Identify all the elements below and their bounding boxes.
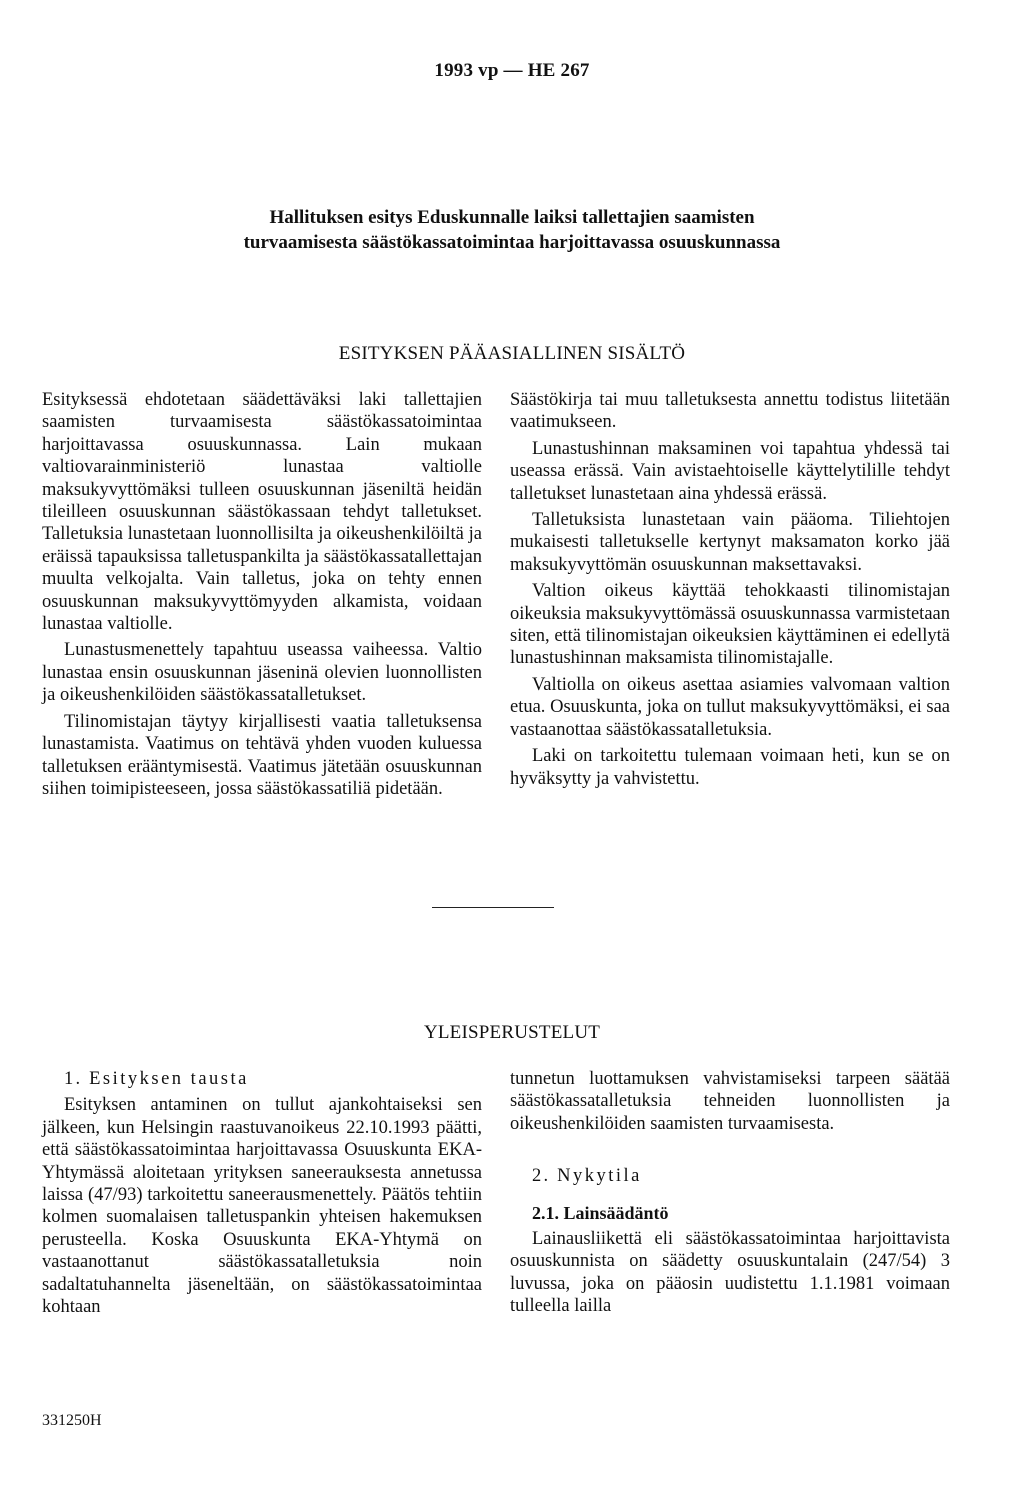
summary-paragraph: Esityksessä ehdotetaan säädettäväksi laki tallettajien saamisten turvaamisesta säästökassatoimintaa harjoittavassa osuuskunnassa. Lain mukaan valtiovarainministeriö lunastaa valtiolle maksukyvyttömäksi tulleen osuuskunnan jäseniltä heidän tileilleen osuuskunnan säästökassaan tehdyt talletukset. Talletuksia lunastetaan luonnollisilta ja oikeushenkilöiltä ja eräissä tapauksissa talletuspankilta ja säästökassatallettajan muulta velkojalta. Vain talletus, joka on tehty ennen osuuskunnan maksukyvyttömyyden alkamista, voidaan lunastaa valtiolle. xyxy=(42,390,482,635)
section-2-1-text: Lainausliikettä eli säästökassatoimintaa harjoittavista osuuskunnista on säädetty osuuskuntalain (247/54) 3 luvussa, joka on pääosin uudistettu 1.1.1981 voimaan tulleella lailla xyxy=(510,1229,950,1317)
section-1-number: 1. xyxy=(64,1069,83,1089)
section-1-title: Esityksen tausta xyxy=(89,1069,249,1089)
yleisperustelut-heading: YLEISPERUSTELUT xyxy=(423,1022,601,1043)
summary-paragraph: Tilinomistajan täytyy kirjallisesti vaatia talletuksensa lunastamista. Vaatimus on tehtävä yhden vuoden kuluessa talletuksen erääntymisestä. Vaatimus jätetään osuuskunnan siihen toimipisteeseen, jossa säästökassatiliä pidetään. xyxy=(42,711,482,799)
section-1-text: Esityksen antaminen on tullut ajankohtaiseksi sen jälkeen, kun Helsingin raastuvanoikeus 22.10.1993 päätti, että säästökassatoimintaa harjoittavassa Osuuskunta EKA-Yhtymässä aloitetaan yrityksen saneerauksesta annetussa laissa (47/93) tarkoitettu saneerausmenettely. Päätös tehtiin kolmen suomalaisen talletuspankin yhteisen hakemuksen perusteella. Koska Osuuskunta EKA-Yhtymä on vastaanottanut säästökassatalletuksia noin sadaltatuhannelta jäseneltään, on säästökassatoimintaa kohtaan xyxy=(42,1095,482,1318)
summary-heading: ESITYKSEN PÄÄASIALLINEN SISÄLTÖ xyxy=(338,343,686,364)
section-2-1-number: 2.1. xyxy=(532,1202,559,1223)
summary-paragraph: Lunastushinnan maksaminen voi tapahtua yhdessä tai useassa erässä. Vain avistaehtoiselle käyttelytilille tehdyt talletukset lunastetaan aina yhdessä erässä. xyxy=(510,438,950,504)
section-2-number: 2. xyxy=(532,1166,551,1187)
section-2-heading xyxy=(510,1165,950,1187)
summary-paragraph: Laki on tarkoitettu tulemaan voimaan heti, kun se on hyväksytty ja vahvistettu. xyxy=(510,746,950,789)
summary-paragraph: Valtiolla on oikeus asettaa asiamies valvomaan valtion etua. Osuuskunta, joka on tullut maksukyvyttömäksi, ei saa vastaanottaa säästökassatalletuksia. xyxy=(510,674,950,740)
summary-paragraph: Lunastusmenettely tapahtuu useassa vaiheessa. Valtio lunastaa ensin osuuskunnan jäseninä olevien luonnollisten ja oikeushenkilöiden säästökassatalletukset. xyxy=(42,640,482,706)
yleisperustelut-left-column xyxy=(42,1068,482,1318)
section-2-1-title: Lainsäädäntö xyxy=(563,1202,669,1223)
section-2-title: Nykytila xyxy=(557,1166,642,1187)
title-line-1: Hallituksen esitys Eduskunnalle laiksi tallettajien saamisten xyxy=(269,207,755,228)
yleisperustelut-right-column xyxy=(510,1068,950,1318)
continuation-text: tunnetun luottamuksen vahvistamiseksi tarpeen säätää säästökassatalletuksia tehneiden luonnollisten ja oikeushenkilöiden saamisten turvaamisesta. xyxy=(510,1069,950,1134)
title-line-2: turvaamisesta säästökassatoimintaa harjoittavassa osuuskunnassa xyxy=(243,232,781,253)
summary-right-column xyxy=(510,389,950,790)
document-title xyxy=(150,205,874,255)
summary-paragraph: Valtion oikeus käyttää tehokkaasti tilinomistajan oikeuksia maksukyvyttömässä osuuskunnassa varmistetaan siten, että tilinomistajan oikeuksien käyttäminen ei edellytä lunastushinnan maksamista tilinomistajalle. xyxy=(510,581,950,669)
section-1-heading xyxy=(42,1068,482,1090)
summary-left-column xyxy=(42,389,482,800)
summary-paragraph: Talletuksista lunastetaan vain pääoma. Tiliehtojen mukaisesti talletukselle kertynyt maksamaton korko jää maksukyvyttömän osuuskunnan maksettavaksi. xyxy=(510,510,950,575)
section-2-1-heading xyxy=(510,1202,950,1224)
summary-paragraph: Säästökirja tai muu talletuksesta annettu todistus liitetään vaatimukseen. xyxy=(510,390,950,433)
document-code: 331250H xyxy=(42,1412,102,1429)
section-divider xyxy=(432,907,554,908)
page-header: 1993 vp — HE 267 xyxy=(434,60,590,81)
